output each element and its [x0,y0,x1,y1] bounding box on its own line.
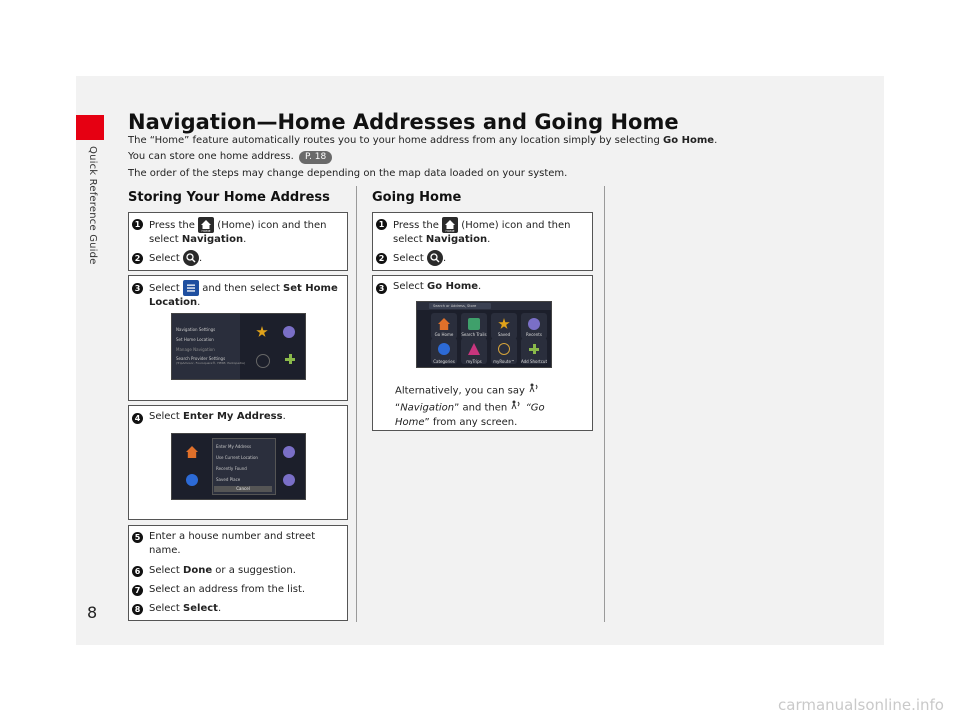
storing-step-box-3 [128,275,348,401]
step-text: (Home) icon and then [461,220,571,231]
tile-label: myRoute™ [493,359,515,364]
step-text: Select [149,253,180,264]
set-home-label: Location [149,297,198,308]
step-text: Enter a house number and street [149,531,316,542]
step-number: 3 [376,283,387,294]
done-label: Done [183,565,213,576]
page-title: Navigation—Home Addresses and Going Home [128,110,679,134]
storing-step-6 [149,564,296,578]
home-icon [442,217,458,233]
search-icon [183,250,199,266]
step-number: 1 [132,219,143,230]
route-icon [498,343,510,355]
step-number: 1 [376,219,387,230]
storing-step-2 [149,250,202,266]
page-reference-link[interactable]: P. 18 [299,151,332,164]
step-text: . [478,281,482,292]
cancel-button: Cancel [214,486,272,492]
page-number: 8 [87,603,98,622]
step-text: Select [149,565,184,576]
menu-row: Navigation Settings [176,327,216,332]
navigation-label: Navigation [181,234,244,245]
route-icon [256,354,270,368]
tile-label: Saved [497,332,511,337]
clock-icon [528,318,540,330]
step-number: 4 [132,413,143,424]
trips-icon [468,343,480,355]
step-text: Select [393,253,424,264]
storing-step-8 [149,602,221,616]
add-icon [285,354,295,364]
intro-period: . [714,135,718,146]
going-step-2 [393,250,446,266]
step-text: . [199,253,203,264]
enter-my-address-label: Enter My Address [183,411,283,422]
watermark: carmanualsonline.info [778,696,944,714]
storing-step-4 [149,410,286,424]
step-number: 5 [132,532,143,543]
step-text: Press the [393,220,439,231]
address-options-screenshot [171,433,306,500]
nav-home-screenshot [416,301,552,368]
go-home-label: Go Home [427,281,479,292]
storing-step-3 [149,280,345,310]
nav-menu-screenshot [171,313,306,380]
menu-row: Set Home Location [176,337,214,342]
step-text: (Home) icon and then [217,220,327,231]
step-text: Press the [149,220,195,231]
going-step-box-3 [372,275,593,431]
voice-alternative-note [395,382,591,430]
step-text: Select [149,283,180,294]
step-number: 2 [132,253,143,264]
step-number: 3 [132,283,143,294]
step-text: select [149,234,182,245]
going-home-heading: Going Home [372,190,462,205]
note-text: Navigation [400,402,455,414]
step-number: 6 [132,566,143,577]
step-number: 8 [132,604,143,615]
tile-label: myTrips [466,359,482,364]
intro-line-3: The order of the steps may change depending on the map data loaded on your system. [128,168,568,179]
menu-row: (TripAdvisor, Foursquare®, HERE, Parkopedia) [176,361,246,365]
option-row: Saved Place [216,477,241,482]
set-home-label: Set Home [283,283,338,294]
clock-icon [283,446,295,458]
step-text: . [443,253,447,264]
tile-label: Go Home [434,332,454,337]
category-icon [186,474,198,486]
note-text: Alternatively, you can say [395,385,525,397]
step-number: 2 [376,253,387,264]
going-step-3 [393,280,481,294]
home-icon [198,217,214,233]
option-row: Recently Found [216,466,247,471]
intro-text: The “Home” feature automatically routes you to your home address from any location simply by selecting [128,135,664,146]
intro-go-home: Go Home [663,135,715,146]
clock-icon [283,474,295,486]
menu-icon [183,280,199,296]
note-text: “Go [525,402,545,414]
note-text: ” and then [454,402,508,414]
home-icon-label: HOME [445,229,455,233]
tile-label: Add Shortcut [520,359,548,364]
step-text: Select [149,411,184,422]
add-icon [529,344,539,354]
select-label: Select [183,603,218,614]
home-icon-label: HOME [201,229,211,233]
step-text: . [217,603,222,614]
step-text: . [243,234,247,245]
clock-icon [283,326,295,338]
column-divider [604,186,605,622]
storing-step-1 [149,217,345,247]
step-text: select [393,234,426,245]
storing-step-5 [149,530,345,558]
storing-step-box-1-2 [128,212,348,271]
home-tile-icon [438,318,450,330]
step-text: Select [149,603,184,614]
note-text: ” from any screen. [424,417,518,428]
menu-row: Manage Navigation [176,347,215,352]
navigation-label: Navigation [425,234,488,245]
going-step-1 [393,217,589,247]
tile-label: Categories [433,359,455,364]
intro-text-2: You can store one home address. [128,151,294,162]
option-row: Use Current Location [216,455,258,460]
storing-heading: Storing Your Home Address [128,190,330,205]
step-text: . [282,411,286,422]
step-text: . [197,297,201,308]
star-icon [498,318,510,330]
intro-line-2 [128,151,332,164]
step-text: name. [149,545,181,556]
trails-icon [468,318,480,330]
step-text: and then select [202,283,284,294]
intro-line-1 [128,135,717,146]
step-text: Select [393,281,428,292]
storing-step-7: Select an address from the list. [149,584,306,595]
note-text: “ [395,402,401,414]
going-step-box-1-2 [372,212,593,271]
home-tile-icon [186,446,198,458]
search-icon [427,250,443,266]
note-text: Home [395,417,425,428]
step-number: 7 [132,585,143,596]
storing-step-box-5-8 [128,525,348,621]
star-icon [256,326,268,338]
storing-step-box-4 [128,405,348,520]
category-icon [438,343,450,355]
tile-label: Recents [526,332,542,337]
tile-label: Search Trails [461,332,487,337]
talk-icon [528,382,540,399]
column-divider [356,186,357,622]
menu-row: Search Provider Settings [176,356,226,361]
section-tab-marker [76,115,104,140]
search-bar: Search or Address, Store [429,303,491,309]
talk-icon [510,399,522,416]
step-text: . [487,234,491,245]
option-row: Enter My Address [216,444,252,449]
step-text: or a suggestion. [212,565,296,576]
side-label: Quick Reference Guide [87,146,98,265]
